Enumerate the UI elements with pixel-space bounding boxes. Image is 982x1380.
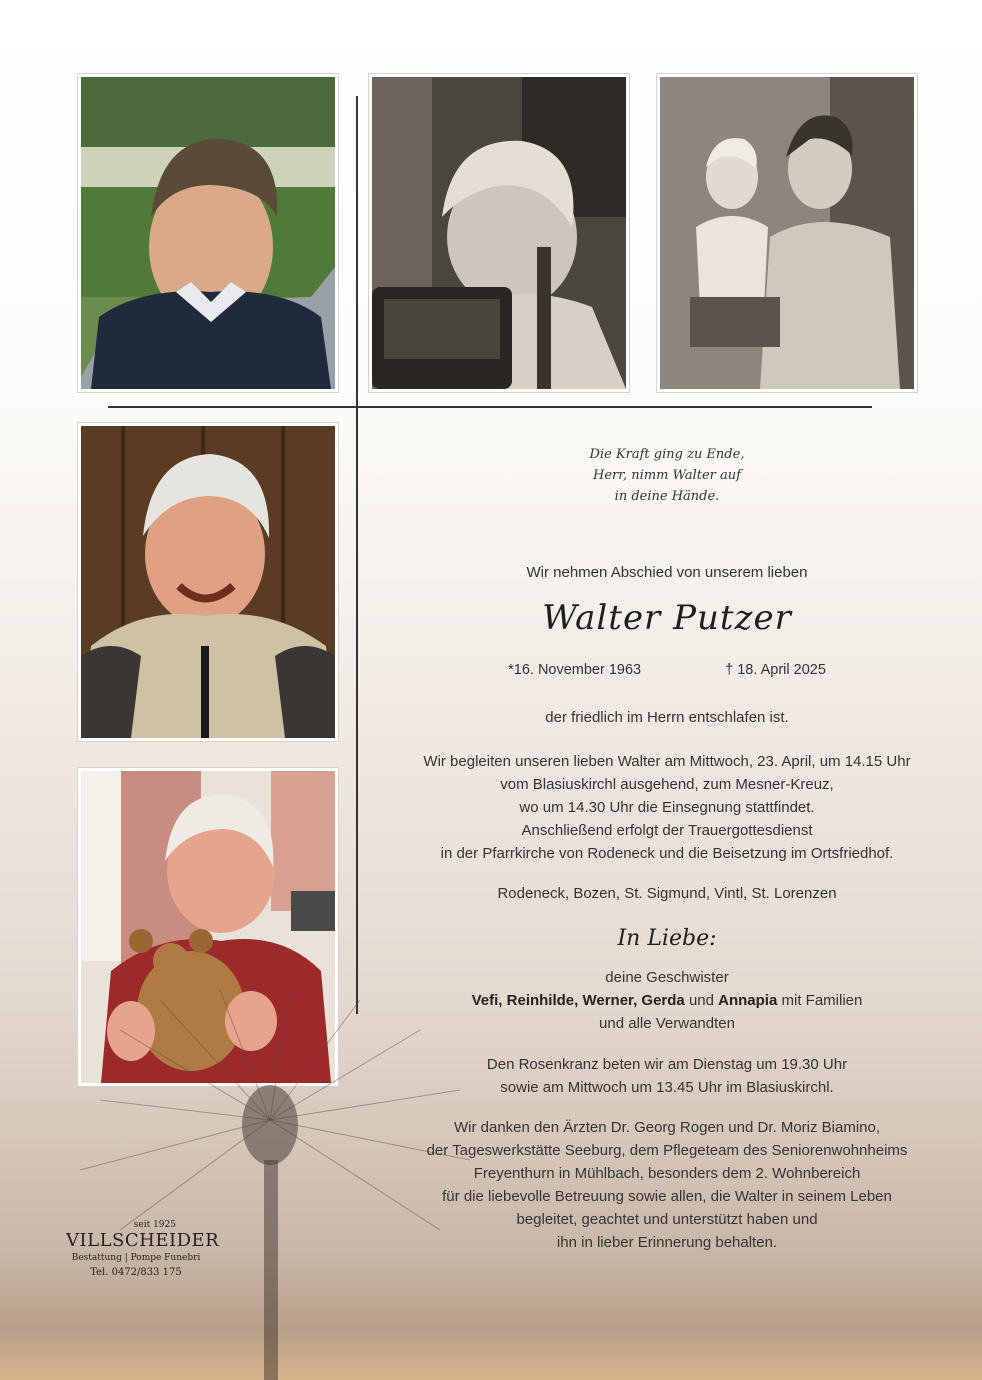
thanks-line: ihn in lieber Erinnerung behalten. [556, 1234, 778, 1251]
intro-text: Wir nehmen Abschied von unserem lieben [526, 564, 808, 581]
brand-phone: Tel. 0472/833 175 [90, 1267, 182, 1278]
family-suffix: mit Familien [781, 992, 863, 1009]
places-text: Rodeneck, Bozen, St. Sigmund, Vintl, St. Lorenzen [497, 885, 837, 902]
thanks-line: der Tageswerkstätte Seeburg, dem Pflegeteam des Seniorenwohnheims [426, 1142, 908, 1159]
brand-subtitle: Bestattung | Pompe Funebri [71, 1253, 201, 1263]
siblings-names: Vefi, Reinhilde, Werner, Gerda [471, 992, 685, 1009]
thanks-text [372, 1116, 962, 1254]
family-names-line [372, 989, 962, 1012]
family-line: deine Geschwister [605, 969, 729, 986]
ceremony-line: Anschließend erfolgt der Trauergottesdienst [521, 822, 813, 839]
life-dates [372, 662, 962, 678]
ceremony-line: Wir begleiten unseren lieben Walter am Mittwoch, 23. April, um 14.15 Uhr [423, 753, 911, 770]
quote-line: Die Kraft ging zu Ende, [589, 447, 745, 462]
brand-since: seit 1925 [133, 1220, 176, 1230]
birth-date: *16. November 1963 [508, 662, 642, 678]
rosary-line: sowie am Mittwoch um 13.45 Uhr im Blasiuskirchl. [500, 1079, 834, 1096]
thanks-line: Wir danken den Ärzten Dr. Georg Rogen und Dr. Moriz Biamino, [453, 1119, 881, 1136]
photo-adult-portrait [78, 74, 338, 392]
photo-child-with-radio [369, 74, 629, 392]
death-date: † 18. April 2025 [725, 662, 826, 678]
quote-line: Herr, nimm Walter auf [593, 468, 741, 483]
peace-text: der friedlich im Herrn entschlafen ist. [545, 709, 789, 726]
quote-line: in deine Hände. [614, 489, 720, 504]
rosary-line: Den Rosenkranz beten wir am Dienstag um 19.30 Uhr [486, 1056, 848, 1073]
ceremony-line: in der Pfarrkirche von Rodeneck und die Beisetzung im Ortsfriedhof. [440, 845, 894, 862]
photo-smiling-older [78, 423, 338, 741]
thanks-line: für die liebevolle Betreuung sowie allen, die Walter in seinem Leben [442, 1188, 892, 1205]
cross-vertical-line [356, 96, 358, 1014]
family-connector: und [688, 992, 714, 1009]
rosary-text [372, 1053, 962, 1099]
ceremony-text [372, 750, 962, 865]
ceremony-line: vom Blasiuskirchl ausgehend, zum Mesner-Kreuz, [500, 776, 834, 793]
ceremony-line: wo um 14.30 Uhr die Einsegnung stattfindet. [519, 799, 815, 816]
brand-name: VILLSCHEIDER [66, 1230, 220, 1251]
photo-child-with-mother [657, 74, 917, 392]
sibling-last-name: Annapia [718, 992, 778, 1009]
family-text [372, 966, 962, 1035]
deceased-name: Walter Putzer [542, 598, 792, 638]
family-line: und alle Verwandten [599, 1015, 735, 1032]
in-liebe-heading: In Liebe: [617, 926, 717, 951]
thanks-line: begleitet, geachtet und unterstützt haben und [516, 1211, 818, 1228]
cross-horizontal-line [108, 406, 872, 408]
quote [372, 444, 962, 507]
thanks-line: Freyenthurn in Mühlbach, besonders dem 2. Wohnbereich [473, 1165, 861, 1182]
funeral-home-logo [66, 1220, 220, 1278]
